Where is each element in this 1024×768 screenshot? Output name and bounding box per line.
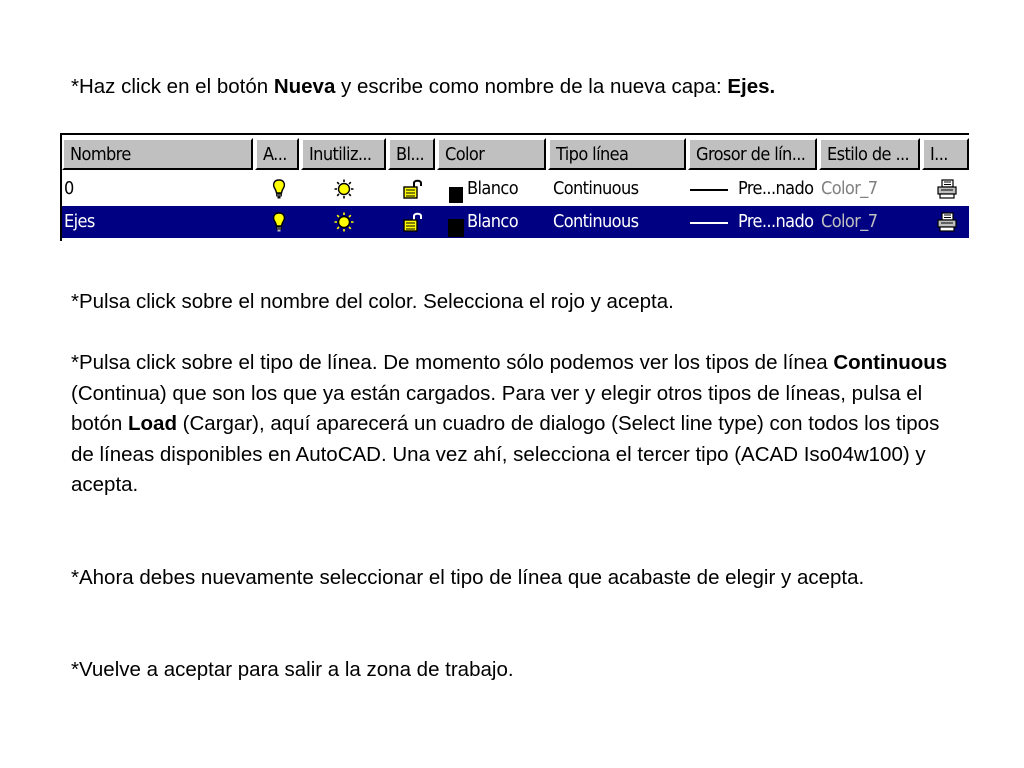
nueva-keyword: Nueva xyxy=(273,75,336,98)
instruction-select-linetype: *Ahora debes nuevamente seleccionar el tipo de línea que acabaste de elegir y acepta. xyxy=(71,566,865,589)
header-imprimir[interactable]: I... xyxy=(922,138,969,170)
sun-icon[interactable] xyxy=(333,178,355,200)
instruction-linetype: *Pulsa click sobre el tipo de línea. De momento sólo podemos ver los tipos de línea Continuous (Continua) que son los que ya están cargados. Para ver y elegir otros tipos de líneas, pulsa el botón Load (Cargar), aquí aparecerá un cuadro de dialogo (Select line type) con todos los tipos de líneas disponibles en AutoCAD. Una vez ahí, selecciona el tercer tipo (ACAD Iso04w100) y acepta. xyxy=(71,351,948,496)
instruction-color: *Pulsa click sobre el nombre del color. Selecciona el rojo y acepta. xyxy=(71,290,674,313)
load-keyword: Load xyxy=(128,412,177,435)
color-swatch[interactable] xyxy=(449,220,463,236)
layer-name[interactable]: Ejes xyxy=(64,211,95,232)
layer-color[interactable]: Blanco xyxy=(467,178,519,199)
layer-properties-table xyxy=(60,133,969,241)
sun-icon[interactable] xyxy=(333,211,355,233)
header-activar[interactable]: A... xyxy=(255,138,299,170)
unlocked-padlock-icon[interactable] xyxy=(402,211,424,233)
instruction-new-layer: *Haz click en el botón Nueva y escribe como nombre de la nueva capa: Ejes. xyxy=(71,75,776,98)
header-bloquear[interactable]: Bl... xyxy=(388,138,435,170)
layer-lineweight[interactable]: Pre...nado xyxy=(738,211,814,232)
header-estilo-trazado[interactable]: Estilo de ... xyxy=(819,138,920,170)
printer-icon[interactable] xyxy=(936,178,958,200)
header-grosor-linea[interactable]: Grosor de lín... xyxy=(688,138,817,170)
instruction-exit: *Vuelve a aceptar para salir a la zona de trabajo. xyxy=(71,658,514,681)
table-row-selected[interactable] xyxy=(62,206,969,238)
layer-color[interactable]: Blanco xyxy=(467,211,519,232)
layer-lineweight[interactable]: Pre...nado xyxy=(738,178,814,199)
layer-linetype[interactable]: Continuous xyxy=(553,211,639,232)
header-tipo-linea[interactable]: Tipo línea xyxy=(548,138,686,170)
lineweight-sample xyxy=(690,222,728,224)
ejes-keyword: Ejes. xyxy=(727,75,776,98)
table-header xyxy=(62,135,969,171)
lightbulb-icon[interactable] xyxy=(268,178,290,200)
continuous-keyword: Continuous xyxy=(833,351,948,374)
layer-plot-style[interactable]: Color_7 xyxy=(821,178,878,199)
lineweight-sample xyxy=(690,189,728,191)
layer-name[interactable]: 0 xyxy=(64,178,74,199)
color-swatch[interactable] xyxy=(449,187,463,203)
layer-plot-style[interactable]: Color_7 xyxy=(821,211,878,232)
unlocked-padlock-icon[interactable] xyxy=(402,178,424,200)
header-inutilizar[interactable]: Inutiliz... xyxy=(301,138,386,170)
printer-icon[interactable] xyxy=(936,211,958,233)
table-row[interactable] xyxy=(62,173,969,205)
header-color[interactable]: Color xyxy=(437,138,546,170)
lightbulb-icon[interactable] xyxy=(268,211,290,233)
layer-linetype[interactable]: Continuous xyxy=(553,178,639,199)
header-nombre[interactable]: Nombre xyxy=(62,138,253,170)
